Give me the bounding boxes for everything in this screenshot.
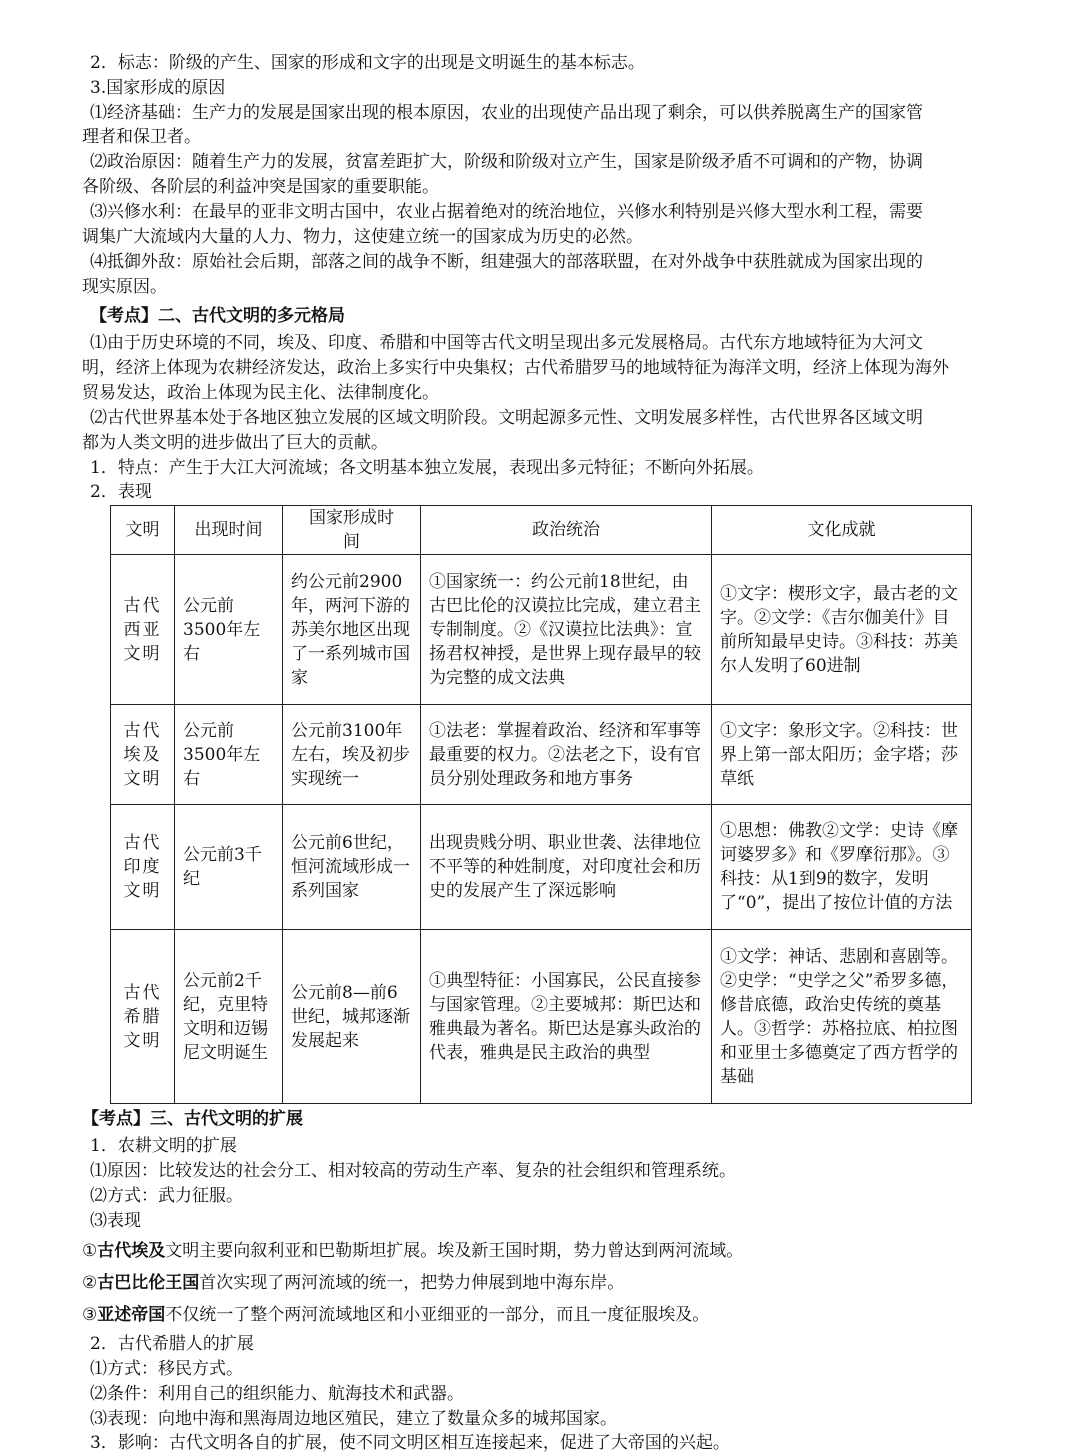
text-line: 2．表现	[90, 482, 152, 502]
item-keyword: 古巴比伦王国	[97, 1273, 200, 1293]
text-line: ⑶表现：向地中海和黑海周边地区殖民，建立了数量众多的城邦国家。	[90, 1409, 617, 1429]
item-text: 首次实现了两河流域的统一，把势力伸展到地中海东岸。	[199, 1273, 625, 1293]
table-row	[111, 930, 972, 1104]
table-header-cell: 国家形成时间	[283, 506, 421, 555]
table-cell-name: 古代西亚文明	[111, 555, 175, 705]
table-row	[111, 705, 972, 805]
text-line: ⑷抵御外敌：原始社会后期，部落之间的战争不断，组建强大的部落联盟，在对外战争中获胜就成为国家出现的	[90, 252, 923, 272]
table-cell-culture: ①文字：楔形文字，最古老的文字。②文学：《吉尔伽美什》目前所知最早史诗。③科技：苏美尔人发明了60进制	[712, 555, 972, 705]
table-row	[111, 555, 972, 705]
text-line: 2．标志：阶级的产生、国家的形成和文字的出现是文明诞生的基本标志。	[90, 53, 645, 73]
table-cell-culture: ①文字：象形文字。②科技：世界上第一部太阳历；金字塔；莎草纸	[712, 705, 972, 805]
text-line: 都为人类文明的进步做出了巨大的贡献。	[82, 433, 388, 453]
item-text: 不仅统一了整个两河流域地区和小亚细亚的一部分，而且一度征服埃及。	[165, 1305, 710, 1325]
text-line: ⑶表现	[90, 1211, 141, 1231]
table-cell-politics: ①典型特征：小国寡民，公民直接参与国家管理。②主要城邦：斯巴达和雅典最为著名。斯巴达是寡头政治的代表，雅典是民主政治的典型	[421, 930, 712, 1104]
text-line: 1．农耕文明的扩展	[90, 1136, 237, 1156]
table-header-cell: 政治统治	[421, 506, 712, 555]
text-line: 贸易发达，政治上体现为民主化、法律制度化。	[82, 383, 439, 403]
text-line: ⑶兴修水利：在最早的亚非文明古国中，农业占据着绝对的统治地位，兴修水利特别是兴修大型水利工程，需要	[90, 202, 923, 222]
text-line: 2．古代希腊人的扩展	[90, 1334, 254, 1354]
expansion-item	[82, 1239, 1032, 1263]
table-cell-time: 公元前3500年左右	[175, 555, 283, 705]
table-cell-culture: ①思想：佛教②文学：史诗《摩诃婆罗多》和《罗摩衍那》。③科技：从1到9的数字，发明了“0”，提出了按位计值的方法	[712, 805, 972, 930]
item-mark: ①	[82, 1241, 98, 1261]
table-cell-name: 古代希腊文明	[111, 930, 175, 1104]
section-title: 【考点】三、古代文明的扩展	[82, 1109, 303, 1129]
text-line: ⑵古代世界基本处于各地区独立发展的区域文明阶段。文明起源多元性、文明发展多样性，古代世界各区域文明	[90, 408, 923, 428]
text-line: ⑵方式：武力征服。	[90, 1186, 243, 1206]
expansion-item	[82, 1303, 1032, 1327]
text-line: 现实原因。	[82, 277, 167, 297]
text-line: ⑵条件：利用自己的组织能力、航海技术和武器。	[90, 1384, 464, 1404]
table-cell-time: 公元前3千纪	[175, 805, 283, 930]
text-line: 3．影响：古代文明各自的扩展，使不同文明区相互连接起来，促进了大帝国的兴起。	[90, 1433, 730, 1453]
table-cell-state: 约公元前2900年，两河下游的苏美尔地区出现了一系列城市国家	[283, 555, 421, 705]
text-line: ⑵政治原因：随着生产力的发展，贫富差距扩大，阶级和阶级对立产生，国家是阶级矛盾不可调和的产物，协调	[90, 152, 923, 172]
table-cell-time: 公元前3500年左右	[175, 705, 283, 805]
table-cell-state: 公元前8—前6世纪，城邦逐渐发展起来	[283, 930, 421, 1104]
item-text: 文明主要向叙利亚和巴勒斯坦扩展。埃及新王国时期，势力曾达到两河流域。	[165, 1241, 744, 1261]
text-line: 1．特点：产生于大江大河流域；各文明基本独立发展，表现出多元特征；不断向外拓展。	[90, 458, 764, 478]
expansion-item	[82, 1271, 1032, 1295]
text-line: 理者和保卫者。	[82, 127, 201, 147]
item-keyword: 亚述帝国	[97, 1305, 166, 1325]
item-mark: ②	[82, 1273, 98, 1293]
text-line: ⑴经济基础：生产力的发展是国家出现的根本原因，农业的出现使产品出现了剩余，可以供养脱离生产的国家管	[90, 103, 923, 123]
table-header-cell: 文明	[111, 506, 175, 555]
text-line: ⑴方式：移民方式。	[90, 1359, 243, 1379]
table-cell-state: 公元前6世纪，恒河流域形成一系列国家	[283, 805, 421, 930]
table-cell-name: 古代印度文明	[111, 805, 175, 930]
table-header-cell: 出现时间	[175, 506, 283, 555]
text-line: 调集广大流域内大量的人力、物力，这使建立统一的国家成为历史的必然。	[82, 227, 643, 247]
table-header-row	[111, 506, 972, 555]
table-header-cell: 文化成就	[712, 506, 972, 555]
table-cell-culture: ①文学：神话、悲剧和喜剧等。②史学：“史学之父”希罗多德，修昔底德，政治史传统的奠基人。③哲学：苏格拉底、柏拉图和亚里士多德奠定了西方哲学的基础	[712, 930, 972, 1104]
section-title: 【考点】二、古代文明的多元格局	[90, 306, 345, 326]
item-mark: ③	[82, 1305, 98, 1325]
table-cell-politics: ①法老：掌握着政治、经济和军事等最重要的权力。②法老之下，设有官员分别处理政务和地方事务	[421, 705, 712, 805]
table-cell-time: 公元前2千纪，克里特文明和迈锡尼文明诞生	[175, 930, 283, 1104]
text-line: ⑴由于历史环境的不同，埃及、印度、希腊和中国等古代文明呈现出多元发展格局。古代东方地域特征为大河文	[90, 333, 923, 353]
text-line: 明，经济上体现为农耕经济发达，政治上多实行中央集权；古代希腊罗马的地域特征为海洋文明，经济上体现为海外	[82, 358, 949, 378]
table-cell-politics: 出现贵贱分明、职业世袭、法律地位不平等的种姓制度，对印度社会和历史的发展产生了深远影响	[421, 805, 712, 930]
text-line: 3.国家形成的原因	[90, 78, 226, 98]
table-cell-politics: ①国家统一：约公元前18世纪，由古巴比伦的汉谟拉比完成，建立君主专制制度。②《汉谟拉比法典》：宣扬君权神授，是世界上现存最早的较为完整的成文法典	[421, 555, 712, 705]
table-row	[111, 805, 972, 930]
civilization-table	[110, 505, 972, 1104]
text-line: 各阶级、各阶层的利益冲突是国家的重要职能。	[82, 177, 439, 197]
item-keyword: 古代埃及	[97, 1241, 166, 1261]
text-line: ⑴原因：比较发达的社会分工、相对较高的劳动生产率、复杂的社会组织和管理系统。	[90, 1161, 736, 1181]
table-cell-state: 公元前3100年左右，埃及初步实现统一	[283, 705, 421, 805]
table-cell-name: 古代埃及文明	[111, 705, 175, 805]
